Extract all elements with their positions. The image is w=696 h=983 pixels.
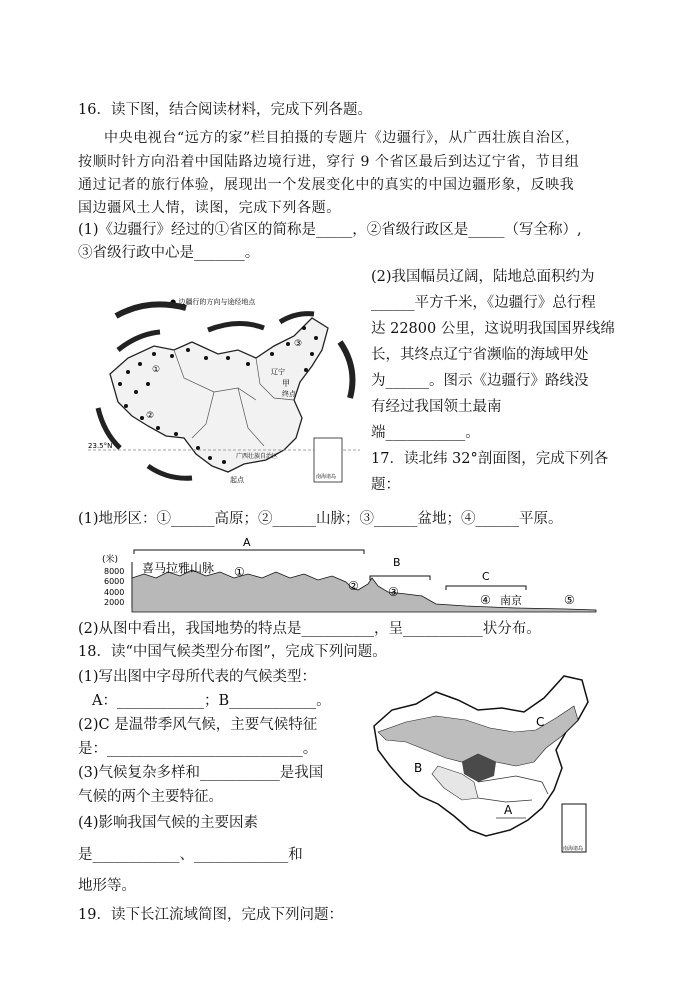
q16-material-line: 国边疆风土人情，读图，完成下列各题。	[78, 200, 341, 216]
q16-part2-line: (2)我国幅员辽阔，陆地总面积约为	[371, 269, 595, 285]
profile-circle-5: ⑤	[564, 593, 575, 607]
climate-label-C: C	[536, 715, 545, 729]
bracket-A	[134, 550, 364, 554]
border-route-map	[88, 288, 360, 498]
profile-circle-1: ①	[234, 565, 245, 579]
q16-part2-line: ______平方千米，《边疆行》总行程	[371, 295, 596, 311]
profile-label-A: A	[243, 536, 251, 549]
profile-ytick: 8000	[104, 567, 125, 576]
q17-part1: (1)地形区：①______高原；②______山脉；③______盆地；④______平原。	[78, 511, 563, 527]
q18-part4-cont: 是____________、_____________和	[78, 847, 303, 863]
route-arrow	[116, 304, 186, 316]
profile-circle-3: ③	[388, 585, 399, 599]
profile-mountain: 喜马拉雅山脉	[142, 561, 215, 575]
q18-part4: (4)影响我国气候的主要因素	[78, 815, 259, 831]
map-label-2: ②	[146, 411, 155, 421]
profile-ytick: 6000	[104, 577, 125, 586]
q16-part1-cont: ③省级行政中心是_______。	[78, 245, 260, 261]
q18-part2: (2)C 是温带季风气候，主要气候特征	[78, 717, 318, 733]
map-jia: 甲	[282, 379, 290, 388]
map-end: 终点	[282, 390, 296, 398]
climate-label-B: B	[414, 761, 423, 775]
climate-inset-label: 南海诸岛	[563, 846, 584, 852]
q19-title: 19．读下长江流域简图，完成下列问题：	[78, 907, 343, 923]
q16-title: 16．读下图，结合阅读材料，完成下列各题。	[78, 102, 372, 118]
map-start: 起点	[230, 476, 244, 484]
climate-label-A: A	[504, 803, 513, 817]
q18-part4-end: 地形等。	[78, 878, 136, 894]
q18-part1: (1)写出图中字母所代表的气候类型：	[78, 669, 317, 685]
q16-part2-line: 长，其终点辽宁省濒临的海域甲处	[371, 347, 589, 363]
map-label-3: ③	[294, 339, 303, 349]
profile-circle-2: ②	[348, 579, 359, 593]
profile-unit: (米)	[102, 555, 119, 565]
q18-part3-cont: 气候的两个主要特征。	[78, 789, 223, 805]
q18-title: 18．读“中国气候类型分布图”，完成下列问题。	[78, 644, 387, 660]
route-arrow	[208, 323, 264, 330]
q16-part2-line: 达 22800 公里，这说明我国国界线绵	[371, 321, 615, 337]
q16-material-line: 中央电视台“远方的家”栏目拍摄的专题片《边疆行》，从广西壮族自治区，	[104, 130, 580, 146]
q16-part1: (1)《边疆行》经过的①省区的简称是_____，②省级行政区是_____（写全称）,	[78, 222, 582, 238]
q18-part2-cont: 是：___________________________。	[78, 741, 318, 757]
latitude-32-profile	[96, 534, 606, 616]
inset-label: 南海诸岛	[316, 474, 337, 480]
climate-type-map	[366, 670, 604, 860]
q16-part2-line: 有经过我国领土最南	[371, 399, 502, 415]
profile-label-B: B	[393, 556, 401, 569]
map-label-1: ①	[152, 365, 161, 375]
profile-circle-4: ④	[480, 593, 491, 607]
q16-material-line: 按顺时针方向沿着中国陆路边境行进，穿行 9 个省区最后到达辽宁省，节目组	[78, 154, 580, 170]
q16-part2-line: 端___________。	[371, 425, 480, 441]
q16-part2-line: 为______。图示《边疆行》路线没	[371, 373, 589, 389]
profile-ytick: 4000	[104, 588, 125, 597]
q18-part1-answers: A：____________；B____________。	[92, 693, 331, 709]
q17-part2: (2)从图中看出，我国地势的特点是__________，呈___________状分布。	[78, 621, 541, 637]
map-guangxi: 广西壮族自治区	[236, 453, 279, 460]
bracket-C	[446, 586, 526, 590]
route-arrow	[340, 342, 352, 398]
profile-ytick: 2000	[104, 598, 125, 607]
climate-inset	[562, 804, 586, 852]
terrain-profile	[132, 570, 596, 612]
route-arrow	[148, 466, 192, 478]
tropic-label: 23.5°N	[88, 442, 113, 450]
q16-material-line: 通过记者的旅行体验，展现出一个发展变化中的真实的中国边疆形象，反映我	[78, 177, 575, 193]
q17-title-cont: 题：	[371, 477, 400, 493]
q18-part3: (3)气候复杂多样和___________是我国	[78, 765, 324, 781]
bracket-B	[370, 576, 430, 580]
q17-title: 17．读北纬 32°剖面图，完成下列各	[371, 451, 609, 467]
map-legend: ● 边疆行的方向与途经地点	[170, 298, 256, 306]
map-liaoning: 辽宁	[271, 368, 285, 376]
profile-nanjing: 南京	[500, 594, 522, 607]
profile-label-C: C	[482, 570, 490, 583]
